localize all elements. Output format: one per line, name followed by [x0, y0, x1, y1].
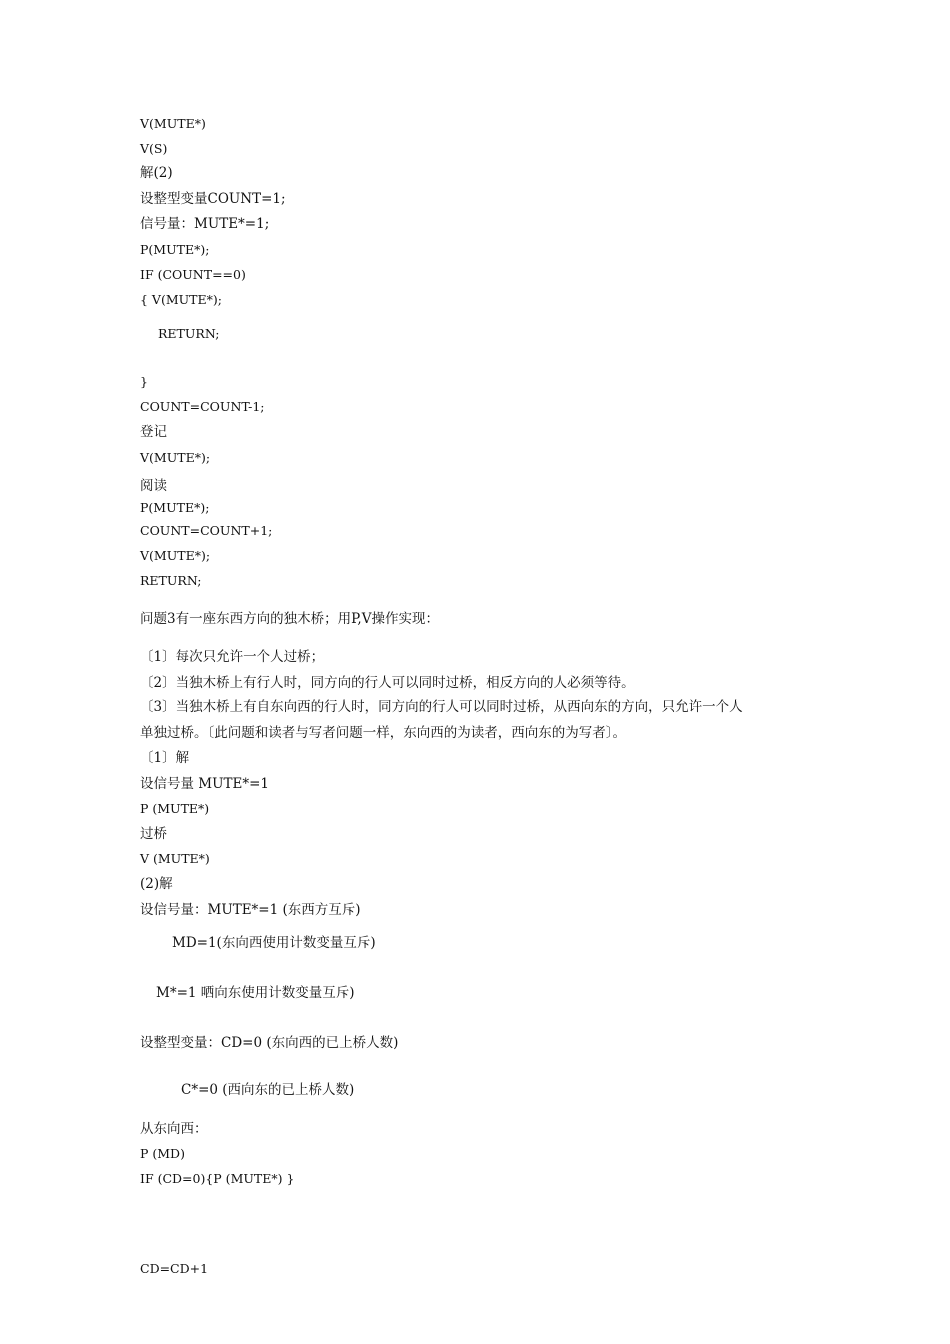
- text-line: 〔2〕当独木桥上有行人时，同方向的行人可以同时过桥，相反方向的人必须等待。: [140, 675, 635, 691]
- text-line: 〔1〕解: [140, 750, 190, 766]
- text-line: 〔3〕当独木桥上有自东向西的行人时，同方向的行人可以同时过桥，从西向东的方向，只允许一个人: [140, 699, 743, 715]
- text-line: 问题3有一座东西方向的独木桥；用P,V操作实现：: [140, 611, 439, 627]
- text-line: RETURN;: [140, 573, 202, 588]
- text-line: 单独过桥。〔此问题和读者与写者问题一样，东向西的为读者，西向东的为写者〕。: [140, 725, 626, 741]
- text-line: }: [140, 374, 148, 389]
- text-line: RETURN;: [158, 326, 220, 341]
- text-line: 信号量：MUTE*=1;: [140, 216, 270, 232]
- text-line: 设整型变量COUNT=1;: [140, 191, 286, 207]
- text-line: 设信号量 MUTE*=1: [140, 776, 270, 792]
- text-line: IF (CD=0){P (MUTE*) }: [140, 1171, 295, 1186]
- text-line: P(MUTE*);: [140, 242, 210, 257]
- text-line: V(MUTE*): [140, 116, 206, 131]
- text-line: 〔1〕每次只允许一个人过桥；: [140, 649, 325, 665]
- text-line: 设整型变量：CD=0 (东向西的已上桥人数): [140, 1035, 399, 1051]
- text-line: C*=0 (西向东的已上桥人数): [181, 1082, 355, 1098]
- text-line: V(MUTE*);: [140, 450, 211, 465]
- text-line: P(MUTE*);: [140, 500, 210, 515]
- text-line: M*=1 哂向东使用计数变量互斥): [156, 985, 355, 1001]
- text-line: CD=CD+1: [140, 1261, 209, 1276]
- text-line: COUNT=COUNT+1;: [140, 523, 273, 538]
- text-line: P (MD): [140, 1146, 185, 1161]
- text-line: 登记: [140, 424, 167, 440]
- text-line: P (MUTE*): [140, 801, 210, 816]
- text-line: 过桥: [140, 826, 167, 842]
- text-line: IF (COUNT==0): [140, 267, 246, 282]
- text-line: { V(MUTE*);: [140, 292, 222, 307]
- text-line: 设信号量：MUTE*=1 (东西方互斥): [140, 902, 361, 918]
- text-line: (2)解: [140, 876, 173, 892]
- text-line: V(MUTE*);: [140, 548, 211, 563]
- text-line: MD=1(东向西使用计数变量互斥): [172, 935, 376, 951]
- text-line: V(S): [140, 141, 168, 156]
- text-line: 从东向西：: [140, 1121, 208, 1137]
- text-line: V (MUTE*): [140, 851, 210, 866]
- text-line: 解(2): [140, 165, 173, 181]
- text-line: COUNT=COUNT-1;: [140, 399, 265, 414]
- text-line: 阅读: [140, 478, 167, 494]
